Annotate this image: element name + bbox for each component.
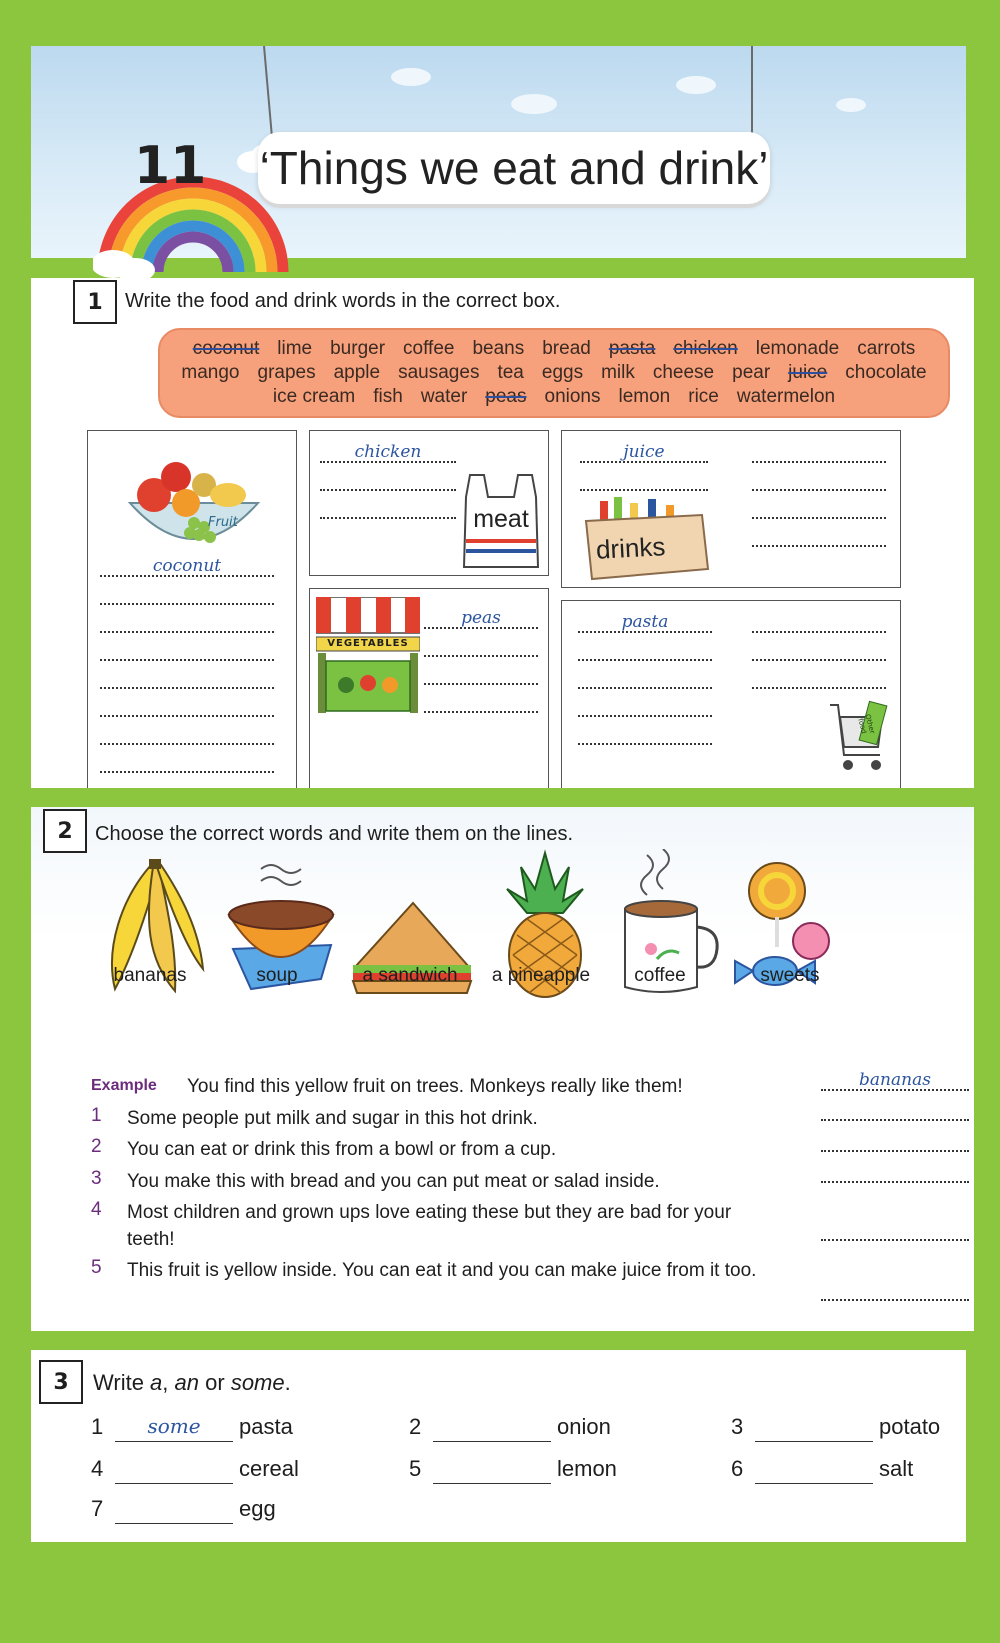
answer-blank[interactable] [755,1456,873,1484]
exercise-instruction: Choose the correct words and write them on the lines. [95,823,574,845]
instruction-part: , [162,1370,175,1395]
word-bank-word: carrots [857,338,916,359]
answer-line [752,669,886,689]
instruction-option: an [174,1370,200,1395]
word-bank-word: chocolate [845,362,927,383]
question-number: 2 [91,1136,102,1157]
exercise-instruction [93,1370,291,1396]
question-text: You find this yellow fruit on trees. Monkeys really like them! [187,1076,683,1097]
word-bank-word: sausages [398,362,480,383]
word-bank-word: mango [181,362,240,383]
answer-line [821,1163,969,1183]
answer-line [821,1132,969,1152]
exercise-1 [31,278,974,788]
exercise-3 [31,1350,966,1542]
page-title: ‘Things we eat and drink’ [258,132,770,204]
item-word: egg [239,1496,276,1521]
word-bank-word: bread [542,338,591,359]
question-text: You make this with bread and you can put meat or salad inside. [127,1171,660,1192]
instruction-part: Write [93,1370,151,1395]
answer-line: coconut [100,557,274,577]
vegetable-stall-label: VEGETABLES [327,638,409,649]
instruction-part: or [199,1370,231,1395]
other-food-box [561,600,901,788]
word-bank-word: grapes [257,362,316,383]
question-text: Most children and grown ups love eating these but they are bad for your teeth! [127,1202,732,1250]
question-number: 4 [91,1199,102,1220]
exercise-number: 3 [39,1360,83,1404]
answer-line [424,693,538,713]
item-number: 1 [91,1414,104,1439]
unit-header [31,46,966,258]
word-bank-word: fish [373,386,403,407]
exercise-number: 2 [43,809,87,853]
drinks-label: drinks [595,531,667,565]
answer-line [578,641,712,661]
question-number: 3 [91,1168,102,1189]
food-label: soup [256,965,298,986]
answer-line [100,753,274,773]
answer-line [752,499,886,519]
answer-line [752,641,886,661]
answer-line [578,697,712,717]
example-label: Example [91,1077,157,1094]
food-label: a pineapple [491,965,591,986]
item-number: 7 [91,1496,104,1521]
drinks-box [561,430,901,588]
fruit-box [87,430,297,788]
word-bank-word: peas [485,386,527,407]
answer-line [821,1281,969,1301]
answer-line [752,527,886,547]
vegetables-box [309,588,549,788]
question-text: This fruit is yellow inside. You can eat it and you can make juice from it too. [127,1260,757,1281]
answer-line [752,613,886,633]
answer-line [320,471,456,491]
answer-line [580,471,708,491]
food-label: sweets [760,965,820,986]
fruit-bowl-icon [124,445,264,560]
answer-line [100,585,274,605]
answer-line [752,443,886,463]
food-label: a sandwich [362,965,458,986]
fruit-bowl-label: Fruit [208,515,238,530]
item-number: 4 [91,1456,104,1481]
answer-line: bananas [821,1071,969,1091]
answer-line [821,1101,969,1121]
cloud-decoration [836,98,866,112]
item-word: pasta [239,1414,293,1439]
meat-label: meat [473,505,529,533]
word-bank-word: lime [277,338,313,359]
answer-line [320,499,456,519]
instruction-part: . [284,1370,291,1395]
word-bank-word: lemon [618,386,671,407]
exercise-instruction: Write the food and drink words in the correct box. [125,290,561,312]
word-bank-word: coconut [192,338,260,359]
answer-line [424,637,538,657]
word-bank-word: eggs [541,362,584,383]
word-bank-word: tea [497,362,524,383]
item-word: salt [879,1456,914,1481]
word-bank [158,328,950,418]
answer-line [100,613,274,633]
question-text: You can eat or drink this from a bowl or from a cup. [127,1139,557,1160]
exercise-number: 1 [73,280,117,324]
item-word: lemon [557,1456,617,1481]
answer-line [424,665,538,685]
word-bank-word: coffee [403,338,455,359]
item-word: potato [879,1414,941,1439]
exercise-2 [31,807,974,1331]
answer-line [578,725,712,745]
cloud-decoration [511,94,557,114]
answer-line: peas [424,609,538,629]
item-word: onion [557,1414,611,1439]
answer-line [578,669,712,689]
answer-line [752,471,886,491]
word-bank-word: watermelon [736,386,836,407]
cloud-decoration [391,68,431,86]
word-bank-word: onions [544,386,601,407]
answer-blank[interactable] [433,1414,551,1442]
shopping-trolley-icon [826,699,890,785]
word-bank-word: ice cream [272,386,356,407]
word-bank-word: pasta [608,338,656,359]
word-bank-word: rice [688,386,719,407]
word-bank-word: beans [472,338,525,359]
vegetable-stall-icon [316,597,420,717]
word-bank-word: lemonade [755,338,840,359]
answer-line [100,697,274,717]
answer-line: chicken [320,443,456,463]
answer-line [100,669,274,689]
answer-blank[interactable] [755,1414,873,1442]
item-number: 3 [731,1414,744,1439]
answer-blank[interactable] [115,1456,233,1484]
answer-line: pasta [578,613,712,633]
word-bank-word: apple [333,362,381,383]
answer-line [100,641,274,661]
word-bank-word: pear [732,362,771,383]
answer-line [100,725,274,745]
answer-line: juice [580,443,708,463]
item-number: 2 [409,1414,422,1439]
instruction-option: some [230,1370,285,1395]
item-number: 5 [409,1456,422,1481]
question-number: 1 [91,1105,102,1126]
item-number: 6 [731,1456,744,1481]
word-bank-word: chicken [673,338,738,359]
item-word: cereal [239,1456,299,1481]
answer-line [821,1221,969,1241]
question-text: Some people put milk and sugar in this hot drink. [127,1108,538,1129]
cloud-decoration [676,76,716,94]
word-bank-word: juice [788,362,828,383]
trolley-sign-label: Other food [856,713,877,735]
answer-blank[interactable] [433,1456,551,1484]
instruction-option: a [150,1370,163,1395]
question-number: 5 [91,1257,102,1278]
word-bank-word: cheese [652,362,715,383]
word-bank-word: water [420,386,468,407]
food-label: bananas [113,965,187,986]
hanging-string [751,46,753,138]
meat-box [309,430,549,576]
food-label: coffee [634,965,686,986]
answer-blank[interactable] [115,1496,233,1524]
word-bank-word: milk [601,362,635,383]
unit-number: 11 [134,136,207,196]
answer-blank[interactable]: some [115,1414,233,1442]
word-bank-word: burger [330,338,386,359]
